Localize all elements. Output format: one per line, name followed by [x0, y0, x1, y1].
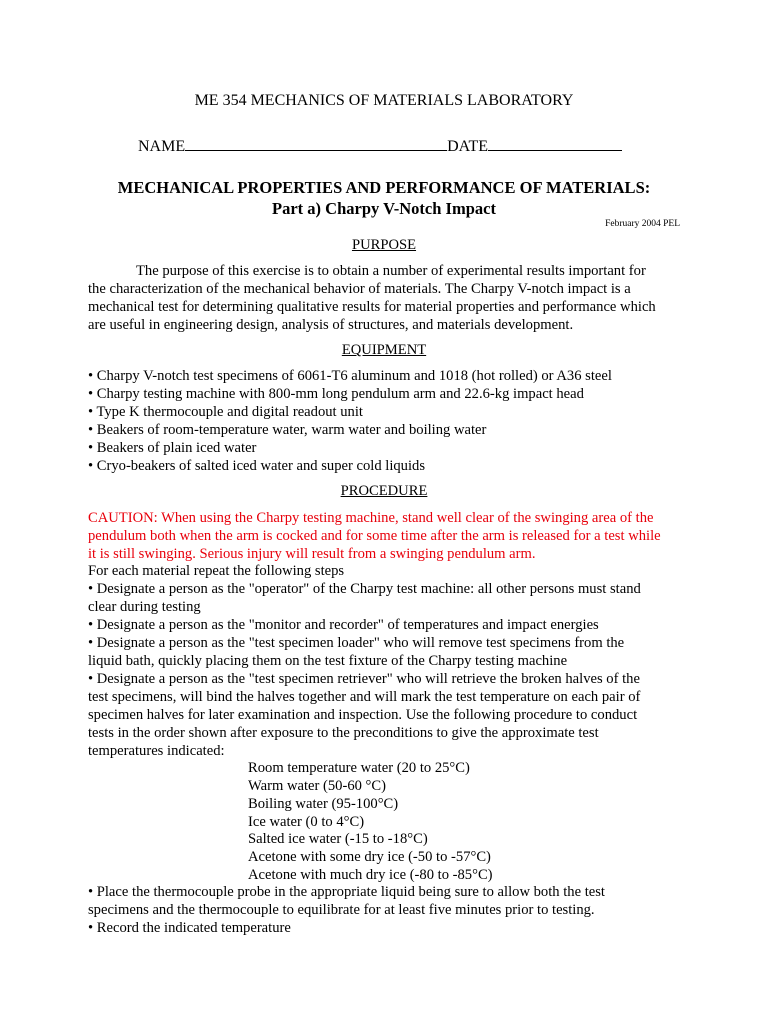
- equipment-item: • Charpy testing machine with 800-mm long pendulum arm and 22.6-kg impact head: [88, 386, 584, 402]
- procedure-line: test specimens, will bind the halves together and will mark the test temperature on each pair of: [88, 689, 641, 705]
- procedure-line: • Place the thermocouple probe in the appropriate liquid being sure to allow both the test: [88, 884, 605, 900]
- date-blank: [488, 135, 622, 151]
- procedure-line: • Designate a person as the "test specimen retriever" who will retrieve the broken halves of the: [88, 671, 640, 687]
- equipment-heading: EQUIPMENT: [341, 342, 427, 358]
- purpose-heading: PURPOSE: [351, 237, 417, 253]
- name-label: NAME: [138, 138, 186, 155]
- date-label: DATE: [447, 138, 488, 155]
- document-title: MECHANICAL PROPERTIES AND PERFORMANCE OF MATERIALS:: [117, 178, 651, 197]
- caution-line: CAUTION: When using the Charpy testing machine, stand well clear of the swinging area of the: [88, 510, 654, 526]
- procedure-line: specimens and the thermocouple to equilibrate for at least five minutes prior to testing.: [88, 902, 595, 918]
- name-date-line: [138, 135, 622, 156]
- procedure-line: tests in the order shown after exposure to the preconditions to give the approximate test: [88, 725, 599, 741]
- equipment-item: • Beakers of room-temperature water, warm water and boiling water: [88, 422, 487, 438]
- procedure-line: For each material repeat the following steps: [88, 563, 345, 579]
- caution-line: pendulum both when the arm is cocked and for some time after the arm is released for a test while: [88, 528, 661, 544]
- course-title: ME 354 MECHANICS OF MATERIALS LABORATORY: [194, 92, 574, 109]
- procedure-line: • Designate a person as the "monitor and recorder" of temperatures and impact energies: [88, 617, 599, 633]
- temperature-condition: Acetone with much dry ice (-80 to -85°C): [248, 867, 493, 883]
- temperature-condition: Ice water (0 to 4°C): [248, 814, 365, 830]
- procedure-heading: PROCEDURE: [340, 483, 428, 499]
- purpose-line: mechanical test for determining qualitative results for material properties and performance which: [88, 299, 656, 315]
- document-subtitle: Part a) Charpy V-Notch Impact: [272, 199, 496, 218]
- temperature-condition: Warm water (50-60 °C): [248, 778, 386, 794]
- procedure-line: • Designate a person as the "operator" of the Charpy test machine: all other persons must stand: [88, 581, 641, 597]
- procedure-line: specimen halves for later examination and inspection. Use the following procedure to conduct: [88, 707, 638, 723]
- equipment-item: • Type K thermocouple and digital readout unit: [88, 404, 363, 420]
- equipment-item: • Beakers of plain iced water: [88, 440, 257, 456]
- procedure-line: temperatures indicated:: [88, 743, 225, 759]
- temperature-condition: Boiling water (95-100°C): [248, 796, 399, 812]
- name-blank: [185, 135, 447, 151]
- caution-line: it is still swinging. Serious injury will result from a swinging pendulum arm.: [88, 546, 536, 562]
- temperature-condition: Room temperature water (20 to 25°C): [248, 760, 470, 776]
- revision-date: February 2004 PEL: [605, 219, 680, 229]
- equipment-item: • Charpy V-notch test specimens of 6061-T6 aluminum and 1018 (hot rolled) or A36 steel: [88, 368, 612, 384]
- purpose-line: are useful in engineering design, analysis of structures, and materials development.: [88, 317, 574, 333]
- temperature-condition: Salted ice water (-15 to -18°C): [248, 831, 428, 847]
- purpose-line: the characterization of the mechanical behavior of materials. The Charpy V-notch impact is a: [88, 281, 631, 297]
- procedure-line: liquid bath, quickly placing them on the test fixture of the Charpy testing machine: [88, 653, 568, 669]
- procedure-line: • Record the indicated temperature: [88, 920, 291, 936]
- purpose-line: The purpose of this exercise is to obtain a number of experimental results important for: [136, 263, 646, 279]
- temperature-condition: Acetone with some dry ice (-50 to -57°C): [248, 849, 491, 865]
- procedure-line: • Designate a person as the "test specimen loader" who will remove test specimens from the: [88, 635, 625, 651]
- equipment-item: • Cryo-beakers of salted iced water and super cold liquids: [88, 458, 426, 474]
- procedure-line: clear during testing: [88, 599, 201, 615]
